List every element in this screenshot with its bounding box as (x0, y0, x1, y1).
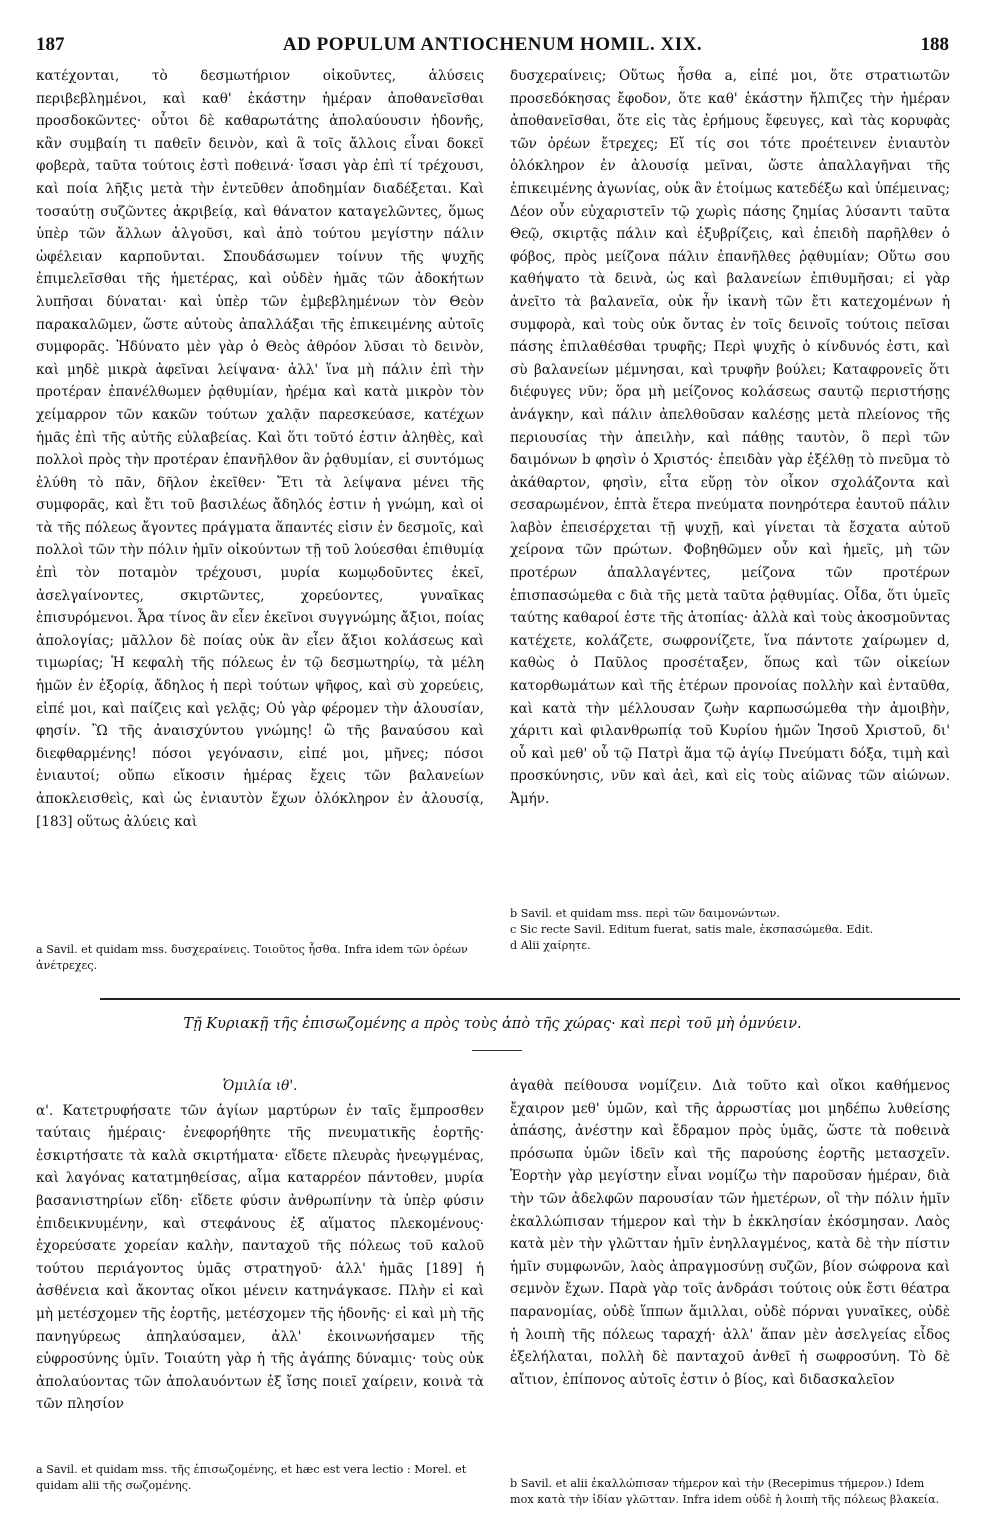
running-title: AD POPULUM ANTIOCHENUM HOMIL. XIX. (282, 34, 703, 55)
page-number-right: 188 (920, 34, 949, 55)
running-header (36, 34, 949, 58)
footnote-line: b Savil. et alii ἐκαλλώπισαν τήμερον καὶ τὴν (Recepimus τήμερον.) Idem mox κατὰ τὴν ἰδίαν γλῶτταν. Infra idem οὐδὲ ἡ λοιπὴ τῆς πόλεως βλακεία. (510, 1477, 940, 1506)
section-title: Τῇ Κυριακῇ τῆς ἐπισωζομένης a πρὸς τοὺς ἀπὸ τῆς χώρας· καὶ περὶ τοῦ μὴ ὀμνύειν. (183, 1016, 802, 1032)
footnote-line: c Sic recte Savil. Editum fuerat, satis male, ἐκσπασώμεθα. Edit. (510, 923, 874, 936)
footnote-line: b Savil. et quidam mss. περὶ τῶν δαιμονώντων. (510, 907, 780, 920)
footnote-section-a (36, 1462, 484, 1494)
footnote-line: a Savil. et quidam mss. τῆς ἐπισωζομένης, et hæc est vera lectio : Morel. et quidam alii τῆς σωζομένης. (36, 1463, 467, 1492)
paragraph: δυσχεραίνεις; Οὕτως ἦσθα a, εἰπέ μοι, ὅτε στρατιωτῶν προσεδόκησας ἔφοδον, ὅτε καθ' ἑκάστην ἤλπιζες τὴν ἡμέραν ἀποθανεῖσθαι, ὅτε εἰς τὰς ἐρήμους ἔφευγες, καὶ τὰς κορυφὰς τῶν ὀρέων ἔτρεχες; Εἴ τίς σοι τότε προέτεινεν ἐνιαυτὸν ὁλόκληρον ἐν ἀλουσίᾳ μεῖναι, ὥστε ἀπαλλαγῆναι τῆς ἐπικειμένης ἀγωνίας, οὐκ ἂν ἑτοίμως κατεδέξω καὶ ὑπέμεινας; Δέον οὖν εὐχαριστεῖν τῷ χωρὶς πάσης ζημίας λύσαντι ταῦτα Θεῷ, σκιρτᾷς πάλιν καὶ ἐξυβρίζεις, καὶ ἐπειδὴ παρῆλθεν ὁ φόβος, πρὸς μείζονα πάλιν ἐπανῆλθες ῥᾳθυμίαν; Οὕτω σου καθήψατο τὰ δεινὰ, ὡς καὶ βαλανείων ἐπιθυμῆσαι; εἰ γὰρ ἀνεῖτο τὰ βαλανεῖα, οὐκ ἦν ἱκανὴ τῶν ἔτι κατεχομένων ἡ συμφορὰ, καὶ τοὺς οὐκ ὄντας ἐν τοῖς δεινοῖς τούτοις πεῖσαι πάσης ἐπιλαθέσθαι τρυφῆς; Περὶ ψυχῆς ὁ κίνδυνός ἐστι, καὶ σὺ βαλανείων μέμνησαι, καὶ τρυφῆν βούλει; Καταφρονεῖς ὅτι διέφυγες νῦν; ὅρα μὴ μείζονος κολάσεως σαυτῷ περιστήσῃς ἀνάγκην, καὶ πάλιν ἀπελθοῦσαν καλέσῃς μετὰ πλείονος τῆς περιουσίας τὴν ἀπειλὴν, καὶ πάθῃς ταυτὸν, ὃ περὶ τῶν δαιμόνων b φησὶν ὁ Χριστός· ἐπειδὰν γὰρ ἐξέλθῃ τὸ πνεῦμα τὸ ἀκάθαρτον, φησὶν, εἶτα εὕρῃ τὸν οἶκον σχολάζοντα καὶ σεσαρωμένον, ἑπτὰ ἕτερα πνεύματα πονηρότερα ἑαυτοῦ πάλιν λαβὸν ἐπεισέρχεται τῇ ψυχῇ, καὶ γίνεται τὰ ἔσχατα αὐτοῦ χείρονα τῶν πρώτων. Φοβηθῶμεν οὖν καὶ ἡμεῖς, μὴ τῶν προτέρων ἀπαλλαγέντες, μείζονα τῶν προτέρων ἐπισπασώμεθα c διὰ τῆς μετὰ ταῦτα ῥᾳθυμίας. Οἶδα, ὅτι ὑμεῖς ταύτης καθαροί ἐστε τῆς ἀτοπίας· ἀλλὰ καὶ τοὺς ἀκοσμοῦντας κατέχετε, κολάζετε, σωφρονίζετε, ἵνα πάντοτε χαίρωμεν d, καθὼς ὁ Παῦλος προσέταξεν, ὅπως καὶ τῶν οἰκείων κατορθωμάτων καὶ τῆς ἑτέρων προνοίας πολλὴν καὶ ἐνταῦθα, καὶ κατὰ τὴν μέλλουσαν ζωὴν καρπωσώμεθα τὴν ἀμοιβὴν, χάριτι καὶ φιλανθρωπίᾳ τοῦ Κυρίου ἡμῶν Ἰησοῦ Χριστοῦ, δι' οὗ καὶ μεθ' οὗ τῷ Πατρὶ ἅμα τῷ ἁγίῳ Πνεύματι δόξα, τιμὴ καὶ προσκύνησις, νῦν καὶ ἀεὶ, καὶ εἰς τοὺς αἰῶνας τῶν αἰώνων. Ἀμήν. (510, 68, 950, 807)
column-2-text (510, 65, 950, 811)
paragraph: κατέχονται, τὸ δεσμωτήριον οἰκοῦντες, ἁλύσεις περιβεβλημένοι, καὶ καθ' ἑκάστην ἡμέραν ἀποθανεῖσθαι προσδοκῶντες· οὗτοι δὲ καθαρωτάτης ἀπολαύουσιν ἡδονῆς, κἂν συμβαίη τι παθεῖν δεινὸν, καὶ ἃ τοῖς ἄλλοις εἶναι δοκεῖ φοβερὰ, ταῦτα τούτοις ἐστὶ ποθεινά· ἴσασι γὰρ ἐπὶ τί τρέχουσι, καὶ ποία λῆξις μετὰ τὴν ἐντεῦθεν ἀποδημίαν διαδέξεται. Καὶ τοσαύτῃ συζῶντες ἀκριβείᾳ, καὶ θάνατον καταγελῶντες, ὅμως ὑπὲρ τῶν ἄλλων ἀλγοῦσι, καὶ ἀπὸ τούτου μεγίστην πάλιν ὠφέλειαν καρποῦνται. Σπουδάσωμεν τοίνυν τῆς ψυχῆς ἐπιμελεῖσθαι τῆς ἡμετέρας, καὶ οὐδὲν ἡμᾶς τῶν ἀδοκήτων λυπῆσαι δύναται· καὶ ὑπὲρ τῶν ἐμβεβλημένων τὸν Θεὸν παρακαλῶμεν, ὥστε αὐτοὺς ἀπαλλάξαι τῆς ἐπικειμένης αὐτοῖς συμφορᾶς. Ἠδύνατο μὲν γὰρ ὁ Θεὸς ἀθρόον λῦσαι τὸ δεινὸν, καὶ μηδὲ μικρὰ ἀφεῖναι λείψανα· ἀλλ' ἵνα μὴ πάλιν ἐπὶ τὴν προτέραν ἐπανέλθωμεν ῥᾳθυμίαν, ἠρέμα καὶ κατὰ μικρὸν τὸν χείμαρρον τῶν κακῶν τούτων χαλᾷν παρεσκεύασε, κατέχων ἡμᾶς ἐπὶ τῆς αὐτῆς εὐλαβείας. Καὶ ὅτι τοῦτό ἐστιν ἀληθὲς, καὶ πολλοὶ πρὸς τὴν προτέραν ἐπανῆλθον ἂν ῥᾳθυμίαν, εἰ συντόμως ἐλύθη τὸ πᾶν, δῆλον ἐκεῖθεν· Ἔτι τὰ λείψανα μένει τῆς συμφορᾶς, καὶ ἔτι τοῦ βασιλέως ἄδηλός ἐστιν ἡ γνώμη, καὶ οἱ τὰ τῆς πόλεως ἄγοντες πράγματα ἅπαντές εἰσιν ἐν δεσμοῖς, καὶ πολλοὶ τῶν τὴν πόλιν ἡμῖν οἰκούντων τῇ τοῦ λούεσθαι ἐπιθυμίᾳ ἐπὶ τὸν ποταμὸν τρέχουσι, μυρία κωμῳδοῦντες ἐκεῖ, ἀσελγαίνοντες, σκιρτῶντες, χορεύοντες, γυναῖκας ἐπισυρόμενοι. Ἆρα τίνος ἂν εἶεν ἐκεῖνοι συγγνώμης ἄξιοι, ποίας ἀπολογίας; μᾶλλον δὲ ποίας οὐκ ἂν εἶεν ἄξιοι κολάσεως καὶ τιμωρίας; Ἡ κεφαλὴ τῆς πόλεως ἐν τῷ δεσμωτηρίῳ, τὰ μέλη ἡμῶν ἐν ἐξορίᾳ, ἄδηλος ἡ περὶ τούτων ψῆφος, καὶ σὺ χορεύεις, εἰπέ μοι, καὶ παίζεις καὶ γελᾷς; Οὐ γὰρ φέρομεν τὴν ἀλουσίαν, φησίν. Ὢ τῆς ἀναισχύντου γνώμης! ὢ τῆς βαναύσου καὶ διεφθαρμένης! πόσοι γεγόνασιν, εἰπέ μοι, μῆνες; πόσοι ἐνιαυτοί; οὔπω εἴκοσιν ἡμέρας ἔχεις τῶν βαλανείων ἀποκλεισθεὶς, καὶ ὡς ἐνιαυτὸν ἔχων ὁλόκληρον ἐν ἀλουσίᾳ, [183] οὕτως ἀλύεις καὶ (36, 68, 484, 830)
footnote-line: d Alii χαίρητε. (510, 939, 591, 952)
paragraph: ἀγαθὰ πείθουσα νομίζειν. Διὰ τοῦτο καὶ οἴκοι καθήμενος ἔχαιρον μεθ' ὑμῶν, καὶ τῆς ἀρρωστίας μοι μηδέπω λυθείσης ἁπάσης, ἀνέστην καὶ ἔδραμον πρὸς ὑμᾶς, ὥστε τὰ ποθεινὰ πρόσωπα ὑμῶν ἰδεῖν καὶ τῆς παρούσης ἑορτῆς μετασχεῖν. Ἑορτὴν γὰρ μεγίστην εἶναι νομίζω τὴν παροῦσαν ἡμέραν, διὰ τὴν τῶν ἀδελφῶν παρουσίαν τῶν ἡμετέρων, οἳ τὴν πόλιν ἡμῖν ἐκαλλώπισαν τήμερον καὶ τὴν b ἐκκλησίαν ἐκόσμησαν. Λαὸς κατὰ μὲν τὴν γλῶτταν ἡμῖν ἐνηλλαγμένος, κατὰ δὲ τὴν πίστιν ἡμῖν συμφωνῶν, λαὸς ἀπραγμοσύνῃ συζῶν, βίον σώφρονα καὶ σεμνὸν ἔχων. Παρὰ γὰρ τοῖς ἀνδράσι τούτοις οὐκ ἔστι θέατρα παρανομίας, οὐδὲ ἵππων ἅμιλλαι, οὐδὲ πόρναι γυναῖκες, οὐδὲ ἡ λοιπὴ τῆς πόλεως ταραχή· ἀλλ' ἅπαν μὲν ἀσελγείας εἶδος ἐξελήλαται, πολλὴ δὲ πανταχοῦ ἀνθεῖ ἡ σωφροσύνη. Τὸ δὲ αἴτιον, ἐπίπονος αὐτοῖς ἐστιν ὁ βίος, καὶ διδασκαλεῖον (510, 1078, 950, 1388)
footnotes-bcd (510, 906, 950, 954)
page-number-left: 187 (36, 34, 65, 55)
footnote-section-b (510, 1476, 950, 1508)
footnote-a (36, 942, 484, 974)
column-3-text (36, 1075, 484, 1416)
short-divider (472, 1050, 522, 1051)
homily-title: Ὁμιλία ιθ'. (222, 1078, 298, 1094)
column-1-text (36, 65, 484, 833)
section-divider (100, 998, 960, 1000)
footnote-line: a Savil. et quidam mss. δυσχεραίνεις. Τοιοῦτος ἦσθα. Infra idem τῶν ὀρέων ἀνέτρεχες. (36, 943, 468, 972)
column-4-text (510, 1075, 950, 1391)
paragraph: α'. Κατετρυφήσατε τῶν ἁγίων μαρτύρων ἐν ταῖς ἔμπροσθεν ταύταις ἡμέραις· ἐνεφορήθητε τῆς πνευματικῆς ἑορτῆς· ἐσκιρτήσατε τὰ καλὰ σκιρτήματα· εἴδετε πλευρὰς ἠνεῳγμένας, καὶ λαγόνας κατατμηθείσας, αἷμα καταρρέον πάντοθεν, μυρία βασανιστηρίων εἴδη· εἴδετε φύσιν ἀνθρωπίνην τὰ ὑπὲρ φύσιν ἐπιδεικνυμένην, καὶ στεφάνους ἐξ αἵματος πλεκομένους· ἐχορεύσατε χορείαν καλὴν, πανταχοῦ τῆς πόλεως τοῦ καλοῦ τούτου περιάγοντος ὑμᾶς στρατηγοῦ· ἀλλ' ἡμᾶς [189] ἡ ἀσθένεια καὶ ἄκοντας οἴκοι μένειν κατηνάγκασε. Πλὴν εἰ καὶ μὴ μετέσχομεν τῆς ἑορτῆς, μετέσχομεν τῆς ἡδονῆς· εἰ καὶ μὴ τῆς πανηγύρεως ἀπηλαύσαμεν, ἀλλ' ἐκοινωνήσαμεν τῆς εὐφροσύνης ὑμῖν. Τοιαύτη γὰρ ἡ τῆς ἀγάπης δύναμις· τοὺς οὐκ ἀπολαύοντας τῶν ἀπολαυόντων ἐξ ἴσης ποιεῖ χαίρειν, κοινὰ τὰ τῶν πλησίον (36, 1102, 484, 1413)
